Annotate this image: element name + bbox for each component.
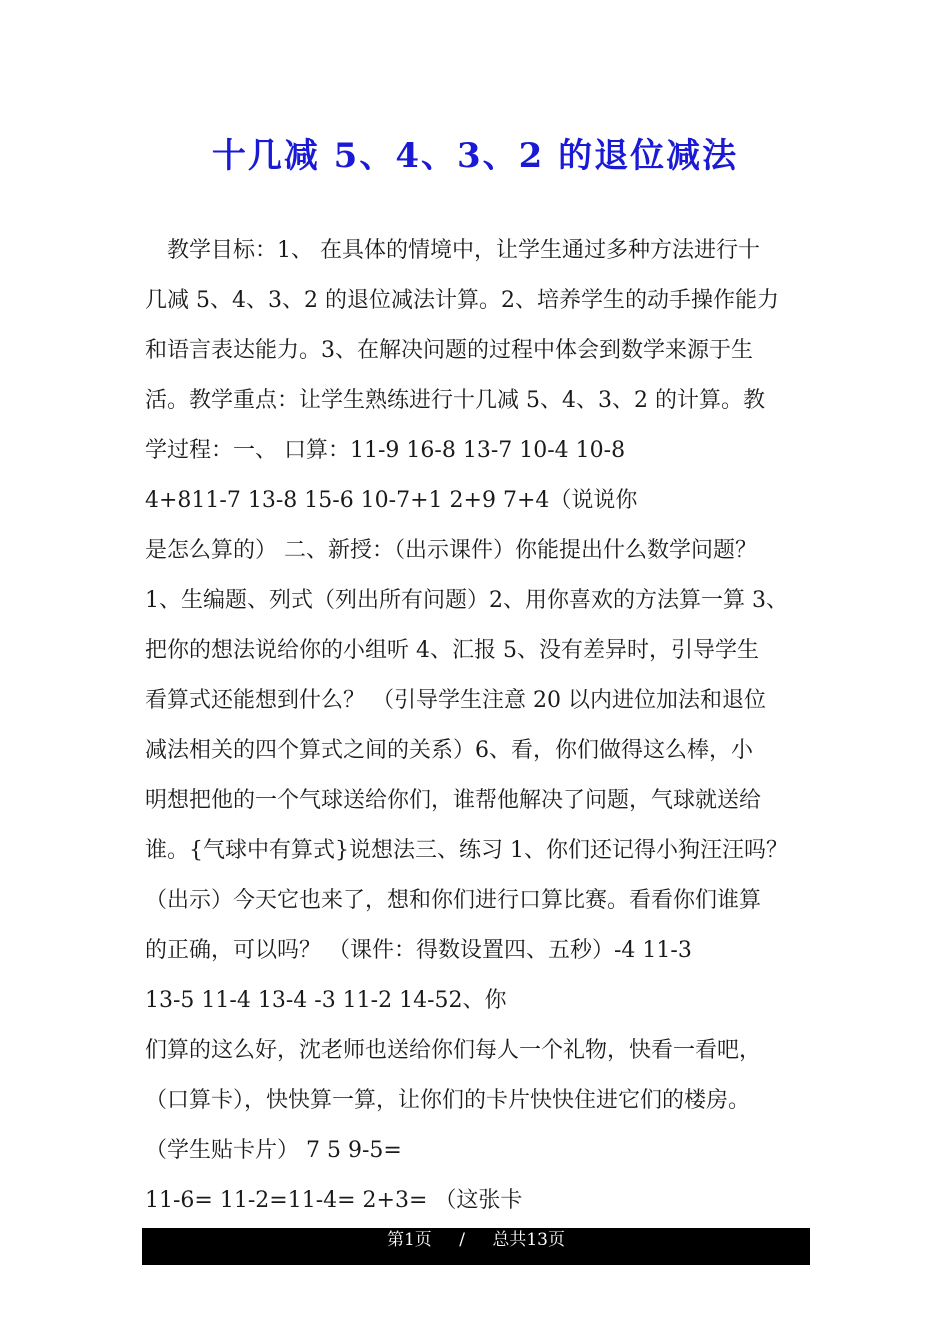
body-line: 1、生编题、列式（列出所有问题）2、用你喜欢的方法算一算 3、	[145, 588, 788, 613]
body-line: 教学目标：1、 在具体的情境中，让学生通过多种方法进行十	[167, 238, 760, 263]
body-line: 看算式还能想到什么？ （引导学生注意 20 以内进位加法和退位	[145, 688, 766, 713]
body-line: （出示）今天它也来了，想和你们进行口算比赛。看看你们谁算	[145, 888, 762, 913]
body-line: 的正确，可以吗？ （课件：得数设置四、五秒）-4 11-3	[145, 938, 692, 963]
body-line: 是怎么算的） 二、新授：（出示课件）你能提出什么数学问题？	[145, 538, 757, 563]
document-body	[145, 226, 810, 1226]
document-title: 十几减 5、4、3、2 的退位减法	[211, 136, 739, 176]
body-line: 几减 5、4、3、2 的退位减法计算。2、培养学生的动手操作能力	[145, 288, 779, 313]
body-line: 明想把他的一个气球送给你们，谁帮他解决了问题，气球就送给	[145, 788, 762, 813]
body-line: 谁。{气球中有算式}说想法三、练习 1、你们还记得小狗汪汪吗？	[145, 838, 788, 863]
page-number: 第1页	[386, 1230, 432, 1250]
body-line: 13-5 11-4 13-4 -3 11-2 14-52、你	[145, 988, 507, 1013]
body-line: 学过程：一、 口算：11-9 16-8 13-7 10-4 10-8	[145, 438, 626, 463]
body-line: 4+811-7 13-8 15-6 10-7+1 2+9 7+4（说说你	[145, 488, 638, 513]
page-total: 总共13页	[492, 1230, 565, 1250]
body-line: 11-6= 11-2=11-4= 2+3= （这张卡	[145, 1188, 523, 1213]
body-line: （学生贴卡片） 7 5 9-5=	[145, 1138, 402, 1163]
page-footer	[142, 1228, 810, 1265]
page-separator: /	[459, 1230, 465, 1250]
body-line: 们算的这么好，沈老师也送给你们每人一个礼物，快看一看吧，	[145, 1038, 762, 1063]
body-line: 活。教学重点：让学生熟练进行十几减 5、4、3、2 的计算。教	[145, 388, 765, 413]
body-line: （口算卡），快快算一算，让你们的卡片快快住进它们的楼房。	[145, 1088, 751, 1113]
body-line: 减法相关的四个算式之间的关系）6、看，你们做得这么棒，小	[145, 738, 753, 763]
body-line: 和语言表达能力。3、在解决问题的过程中体会到数学来源于生	[145, 338, 753, 363]
body-line: 把你的想法说给你的小组听 4、汇报 5、没有差异时，引导学生	[145, 638, 759, 663]
